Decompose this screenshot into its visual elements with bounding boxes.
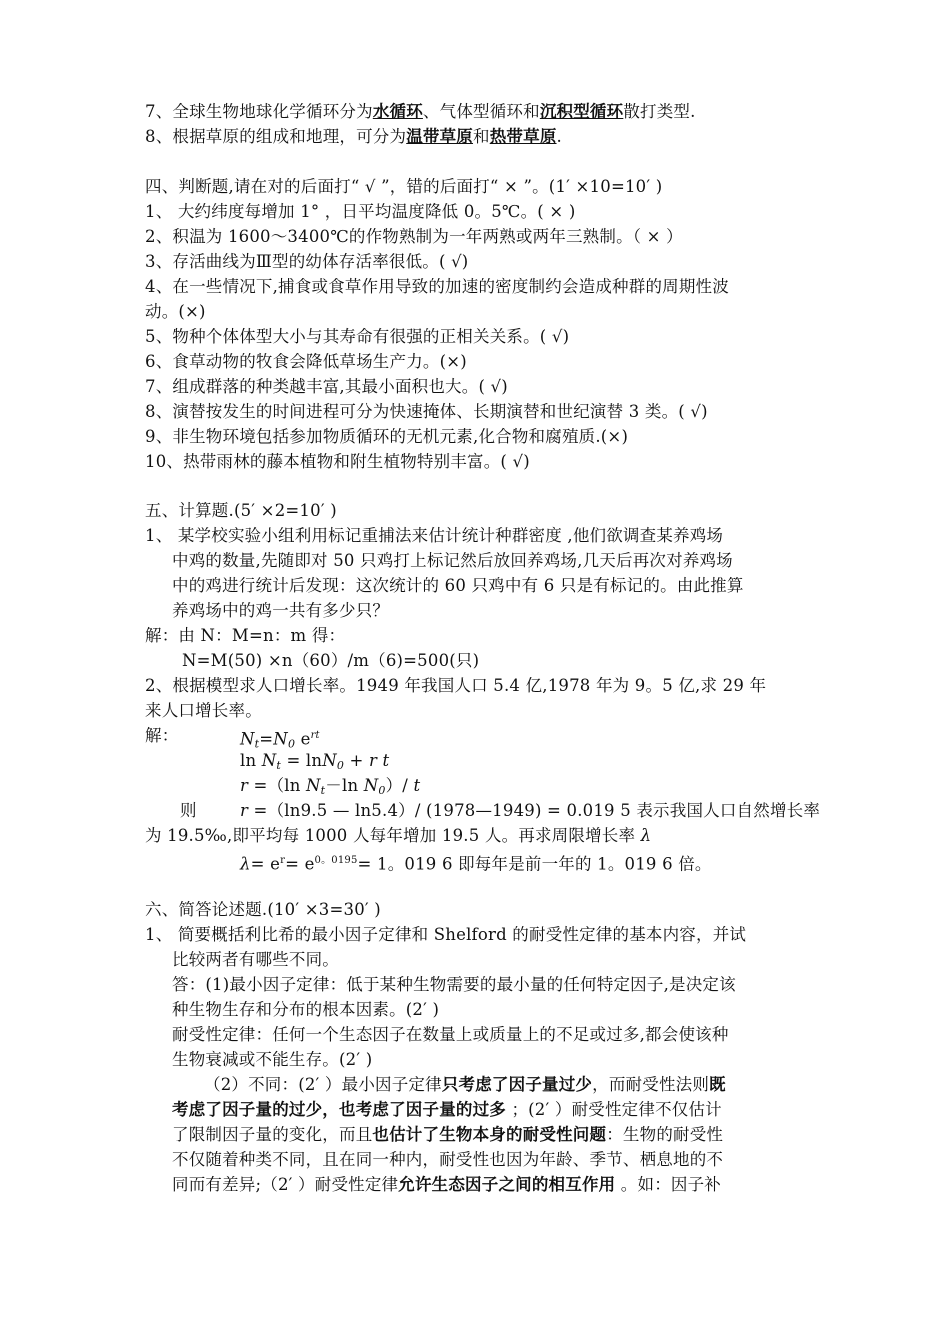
formula-text: =（ln9.5 — ln5.4）/ (1978—1949) = 0.019 5 表示我国人口自然增长率	[248, 801, 821, 820]
fill-text: 和	[473, 127, 490, 146]
formula-symbol: λ	[240, 854, 251, 874]
formula-symbol: ）/	[385, 776, 414, 795]
fill-text: 8、根据草原的组成和地理，可分为	[145, 127, 407, 146]
formula-subscript: t	[320, 784, 326, 797]
formula-subscript: 0	[378, 784, 386, 797]
section-heading-calc: 五、计算题.(5′ ×2=10′ )	[145, 501, 337, 520]
formula-symbol: N	[273, 729, 288, 749]
essay-answer-diff	[172, 1172, 837, 1197]
formula-subscript: t	[254, 737, 260, 751]
formula-symbol: N	[322, 751, 337, 770]
calc-question-1: 中的鸡进行统计后发现：这次统计的 60 只鸡中有 6 只是有标记的。由此推算	[172, 576, 744, 595]
essay-answer-diff	[172, 1097, 837, 1122]
formula-lambda	[240, 848, 905, 877]
formula-symbol: r t	[369, 751, 390, 770]
judge-item: 2、积温为 1600～3400℃的作物熟制为一年两熟或两年三熟制。（ × ）	[145, 227, 683, 246]
judge-item: 8、演替按发生的时间进程可分为快速掩体、长期演替和世纪演替 3 类。( √)	[145, 402, 708, 421]
essay-answer: 生物衰减或不能生存。(2′ )	[172, 1050, 373, 1069]
judge-item: 7、组成群落的种类越丰富,其最小面积也大。( √)	[145, 377, 508, 396]
answer-text: 了限制因子量的变化，而且	[172, 1125, 373, 1144]
answer-text: （2）不同：(2′ ）最小因子定律	[204, 1075, 442, 1094]
essay-answer-diff	[204, 1072, 869, 1097]
answer-water-cycle: 水循环	[372, 102, 423, 121]
calc-question-1: 1、 某学校实验小组利用标记重捕法来估计统计种群密度 ,他们欲调查某养鸡场	[145, 526, 724, 545]
calc-answer-1-formula: N=M(50) ×n（60）/m（6)=500(只)	[182, 651, 480, 670]
judge-item: 4、在一些情况下,捕食或食草作用导致的加速的密度制约会造成种群的周期性波	[145, 277, 729, 296]
calc-answer-2-text	[145, 823, 810, 848]
section-heading-judge: 四、判断题,请在对的后面打“ √ ”，错的后面打“ × ”。(1′ ×10=10′ )	[145, 177, 663, 196]
fill-text: 、气体型循环和	[422, 102, 540, 121]
formula-subscript: t	[276, 759, 282, 772]
formula-symbol: ln	[240, 751, 262, 770]
formula-subscript: 0	[336, 759, 345, 772]
formula-symbol: N	[363, 776, 379, 795]
formula-symbol: =（ln	[248, 776, 307, 795]
formula-symbol: =	[259, 729, 274, 749]
fill-text: .	[556, 127, 562, 146]
answer-emphasis: 既	[709, 1075, 726, 1094]
calc-answer-1: 解：由 N：M=n：m 得：	[145, 626, 346, 645]
fill-text: 7、全球生物地球化学循环分为	[145, 102, 373, 121]
answer-emphasis: 考虑了因子量的过少，也考虑了因子量的过多	[172, 1100, 506, 1119]
essay-answer: 种生物生存和分布的根本因素。(2′ )	[172, 1000, 440, 1019]
essay-question-1: 比较两者有哪些不同。	[172, 950, 339, 969]
judge-item: 10、热带雨林的藤本植物和附生植物特别丰富。( √)	[145, 452, 530, 471]
formula-subscript: 0	[287, 737, 296, 751]
judge-item: 1、 大约纬度每增加 1° ，日平均温度降低 0。5℃。( × )	[145, 202, 576, 221]
judge-item: 6、食草动物的牧食会降低草场生产力。(×)	[145, 352, 467, 371]
judge-item: 9、非生物环境包括参加物质循环的无机元素,化合物和腐殖质.(×)	[145, 427, 629, 446]
formula-symbol: t	[413, 776, 421, 795]
formula-text: = 1。019 6 即每年是前一年的 1。019 6 倍。	[357, 854, 712, 874]
formula-superscript: r	[280, 855, 286, 866]
calc-question-2: 2、根据模型求人口增长率。1949 年我国人口 5.4 亿,1978 年为 9。5 亿,求 29 年	[145, 676, 767, 695]
formula-symbol: －ln	[325, 776, 364, 795]
formula-symbol: λ	[640, 826, 652, 845]
section-heading-essay: 六、简答论述题.(10′ ×3=30′ )	[145, 900, 381, 919]
formula-symbol: = e	[250, 854, 281, 874]
formula-symbol: e	[295, 729, 311, 749]
calc-question-1: 中鸡的数量,先随即对 50 只鸡打上标记然后放回养鸡场,几天后再次对养鸡场	[172, 551, 733, 570]
answer-text: ：生物的耐受性	[606, 1125, 724, 1144]
formula-symbol: = e	[285, 854, 315, 874]
formula-symbol: r	[240, 776, 249, 795]
formula-then-label: 则	[180, 801, 197, 820]
answer-text: 同而有差异;（2′ ）耐受性定律	[172, 1175, 399, 1194]
formula-symbol: N	[261, 751, 277, 770]
formula-symbol: N	[240, 729, 255, 749]
answer-sedimentary-cycle: 沉积型循环	[539, 102, 624, 121]
essay-answer-diff	[172, 1122, 837, 1147]
formula-superscript: rt	[310, 730, 320, 741]
fill-text: 散打类型.	[623, 102, 696, 121]
judge-item: 5、物种个体体型大小与其寿命有很强的正相关关系。( √)	[145, 327, 570, 346]
judge-item: 动。(×)	[145, 302, 206, 321]
answer-emphasis: 只考虑了因子量过少	[441, 1075, 593, 1094]
answer-text: 为 19.5‰,即平均每 1000 人每年增加 19.5 人。再求周限增长率	[145, 826, 641, 845]
answer-text: ，而耐受性法则	[592, 1075, 710, 1094]
formula-symbol: +	[344, 751, 369, 770]
answer-text: 。如：因子补	[615, 1175, 722, 1194]
formula-superscript: 0。0195	[314, 855, 358, 866]
answer-tropical-grassland: 热带草原	[489, 127, 557, 146]
calc-answer-2-label: 解：	[145, 726, 179, 745]
formula-computation	[240, 798, 905, 823]
formula-symbol: r	[240, 801, 249, 820]
essay-question-1: 1、 简要概括利比希的最小因子定律和 Shelford 的耐受性定律的基本内容，并试	[145, 925, 747, 944]
essay-answer: 答：(1)最小因子定律：低于某种生物需要的最小量的任何特定因子,是决定该	[172, 975, 736, 994]
essay-answer-diff: 不仅随着种类不同，且在同一种内，耐受性也因为年龄、季节、栖息地的不	[172, 1150, 724, 1169]
answer-emphasis: 允许生态因子之间的相互作用	[398, 1175, 616, 1194]
essay-answer: 耐受性定律：任何一个生态因子在数量上或质量上的不足或过多,都会使该种	[172, 1025, 729, 1044]
answer-text: ；(2′ ）耐受性定律不仅估计	[506, 1100, 722, 1119]
formula-symbol: N	[306, 776, 321, 795]
fill-item-8	[145, 124, 810, 149]
calc-question-2: 来人口增长率。	[145, 701, 262, 720]
calc-question-1: 养鸡场中的鸡一共有多少只？	[172, 601, 390, 620]
answer-emphasis: 也估计了生物本身的耐受性问题	[372, 1125, 607, 1144]
answer-temperate-grassland: 温带草原	[406, 127, 474, 146]
fill-item-7	[145, 99, 810, 124]
judge-item: 3、存活曲线为Ⅲ型的幼体存活率很低。( √)	[145, 252, 469, 271]
formula-symbol: = ln	[281, 751, 323, 770]
